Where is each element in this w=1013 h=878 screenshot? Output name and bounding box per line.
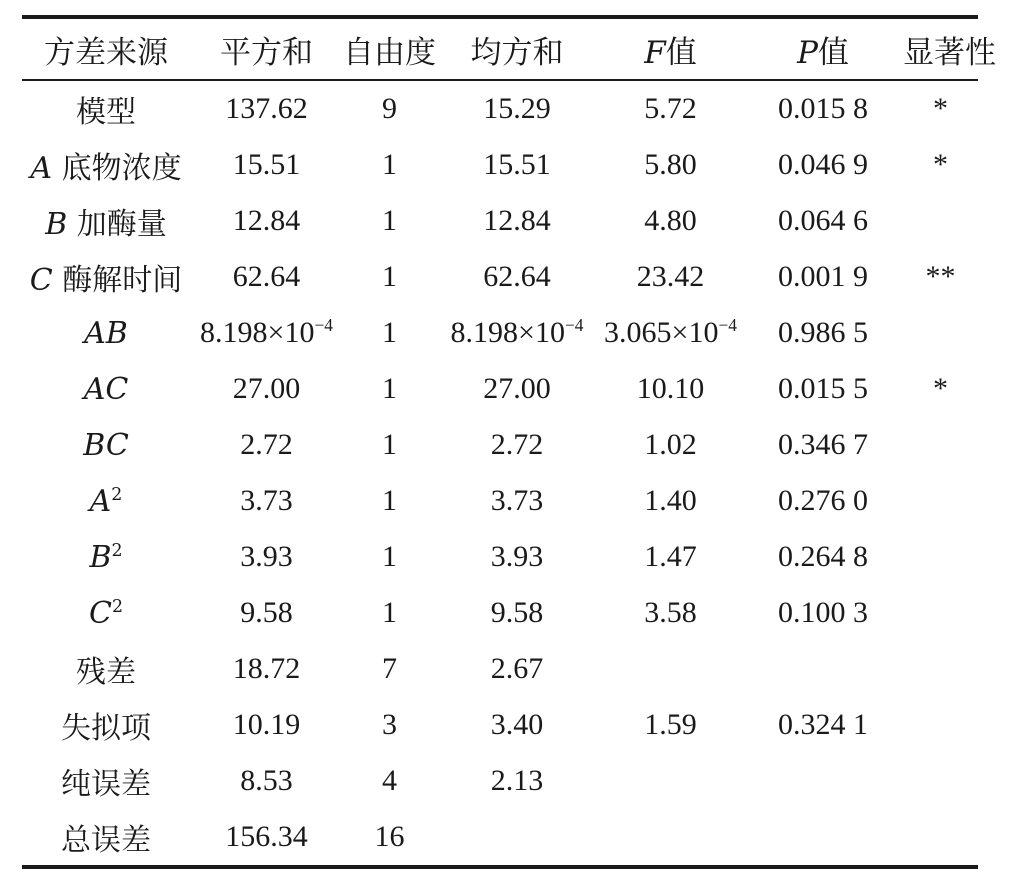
cell-source: 纯误差 [61, 767, 151, 802]
cell-mean-square: 27.00 [483, 372, 551, 405]
table-row [22, 305, 978, 361]
cell-df: 1 [382, 540, 397, 573]
anova-table [22, 15, 996, 869]
cell-sum-of-squares: 137.62 [225, 92, 308, 125]
table-row [22, 193, 978, 249]
header-source: 方差来源 [44, 34, 168, 71]
cell-sum-of-squares: 8.53 [240, 764, 293, 797]
cell-f-value: 4.80 [644, 204, 697, 237]
cell-df: 4 [382, 764, 397, 797]
table-row [22, 641, 978, 697]
table-body [22, 81, 978, 865]
cell-source: AB [84, 315, 128, 351]
cell-f-value: $3.065\times 10^{-4}$ [604, 315, 737, 349]
table-row [22, 585, 978, 641]
cell-df: 3 [382, 708, 397, 741]
cell-df: 1 [382, 260, 397, 293]
cell-sum-of-squares: 3.73 [240, 484, 293, 517]
cell-sum-of-squares: $8.198\times 10^{-4}$ [200, 315, 333, 349]
cell-sum-of-squares: 9.58 [240, 596, 293, 629]
cell-df: 1 [382, 484, 397, 517]
table-row [22, 137, 978, 193]
cell-mean-square: $8.198\times 10^{-4}$ [450, 315, 584, 349]
cell-p-value: 0.346 7 [778, 428, 868, 461]
cell-df: 1 [382, 428, 397, 461]
cell-mean-square: 12.84 [483, 204, 551, 237]
cell-f-value: 5.72 [644, 92, 697, 125]
table-row [22, 361, 978, 417]
cell-df: 16 [374, 820, 405, 853]
cell-source: $A^2$ [89, 483, 123, 519]
cell-df: 7 [382, 652, 397, 685]
cell-f-value: 1.47 [644, 540, 697, 573]
cell-significance: * [933, 148, 948, 181]
cell-mean-square: 2.13 [490, 764, 544, 797]
cell-source: 总误差 [61, 823, 151, 858]
cell-significance: * [933, 372, 948, 405]
header-significance: 显著性 [903, 34, 996, 71]
cell-p-value: 0.276 0 [778, 484, 868, 517]
cell-source: C 酶解时间 [29, 263, 183, 298]
cell-mean-square: 15.29 [483, 92, 551, 125]
cell-sum-of-squares: 2.72 [240, 428, 293, 461]
header-df: 自由度 [343, 34, 436, 71]
cell-source: $B^2$ [89, 539, 123, 575]
cell-f-value: 10.10 [636, 372, 705, 405]
cell-mean-square: 3.93 [490, 540, 544, 573]
cell-source: $C^2$ [88, 595, 124, 631]
table-row [22, 809, 978, 865]
table-row [22, 473, 978, 529]
cell-df: 9 [382, 92, 397, 125]
cell-p-value: 0.264 8 [778, 540, 868, 573]
cell-source: B 加酶量 [45, 207, 167, 242]
cell-f-value: 23.42 [636, 260, 705, 293]
cell-source: AC [83, 371, 129, 407]
cell-mean-square: 2.67 [490, 652, 544, 685]
cell-sum-of-squares: 15.51 [232, 148, 301, 181]
cell-significance: ** [925, 260, 956, 293]
cell-p-value: 0.001 9 [778, 260, 868, 293]
cell-p-value: 0.986 5 [778, 316, 868, 349]
cell-significance: * [933, 92, 948, 125]
cell-mean-square: 2.72 [490, 428, 544, 461]
cell-mean-square: 3.73 [490, 484, 544, 517]
cell-mean-square: 62.64 [483, 260, 551, 293]
cell-p-value: 0.046 9 [778, 148, 868, 181]
cell-sum-of-squares: 10.19 [232, 708, 301, 741]
cell-mean-square: 9.58 [490, 596, 544, 629]
cell-f-value: 1.59 [644, 708, 697, 741]
cell-df: 1 [382, 596, 397, 629]
header-f-value: F值 [644, 34, 697, 71]
cell-sum-of-squares: 62.64 [232, 260, 301, 293]
cell-p-value: 0.015 5 [778, 372, 868, 405]
cell-source: 模型 [76, 95, 136, 130]
header-sum-of-squares: 平方和 [220, 34, 313, 71]
cell-df: 1 [382, 316, 397, 349]
cell-f-value: 3.58 [644, 596, 697, 629]
cell-source: A 底物浓度 [30, 151, 182, 186]
cell-p-value: 0.064 6 [778, 204, 868, 237]
header-mean-square: 均方和 [470, 34, 564, 71]
cell-f-value: 1.02 [644, 428, 697, 461]
cell-sum-of-squares: 27.00 [232, 372, 301, 405]
cell-p-value: 0.324 1 [778, 708, 868, 741]
cell-source: 残差 [76, 655, 136, 690]
cell-f-value: 1.40 [644, 484, 697, 517]
table-row [22, 249, 978, 305]
table-row [22, 417, 978, 473]
cell-f-value: 5.80 [644, 148, 697, 181]
cell-source: BC [83, 427, 129, 463]
table-row [22, 529, 978, 585]
table-row [22, 753, 978, 809]
cell-sum-of-squares: 18.72 [232, 652, 301, 685]
cell-mean-square: 3.40 [490, 708, 544, 741]
cell-p-value: 0.015 8 [778, 92, 868, 125]
cell-mean-square: 15.51 [483, 148, 551, 181]
cell-df: 1 [382, 204, 397, 237]
header-p-value: P值 [797, 34, 849, 71]
table-row [22, 81, 978, 137]
cell-df: 1 [382, 148, 397, 181]
cell-p-value: 0.100 3 [778, 596, 868, 629]
cell-sum-of-squares: 3.93 [240, 540, 293, 573]
cell-sum-of-squares: 12.84 [232, 204, 301, 237]
cell-df: 1 [382, 372, 397, 405]
cell-sum-of-squares: 156.34 [225, 820, 308, 853]
bottom-rule [22, 865, 978, 869]
table-row [22, 697, 978, 753]
header-row [22, 19, 996, 79]
cell-source: 失拟项 [61, 711, 151, 746]
